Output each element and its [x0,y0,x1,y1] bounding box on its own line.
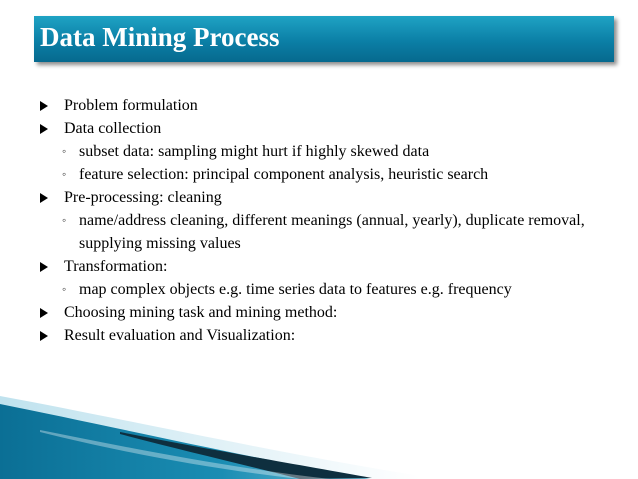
circle-bullet-icon: ◦ [62,213,67,227]
triangle-bullet-icon [40,324,50,347]
triangle-bullet-icon [40,94,50,117]
list-subitem-text: feature selection: principal component analysis, heuristic search [79,166,489,183]
list-item [40,117,600,140]
list-item-text: Result evaluation and Visualization: [64,327,296,344]
list-subitem [40,163,600,186]
bullet-list [40,94,600,347]
list-subitem-text: name/address cleaning, different meanings (annual, yearly), duplicate removal, supplying missing values [79,212,585,252]
triangle-bullet-icon [40,301,50,324]
decorative-swoosh [0,390,638,479]
circle-bullet-icon: ◦ [62,144,67,158]
triangle-bullet-icon [40,255,50,278]
list-item [40,301,600,324]
slide-title: Data Mining Process [40,22,280,52]
list-subitem-text: subset data: sampling might hurt if highly skewed data [79,143,430,160]
list-item-text: Choosing mining task and mining method: [64,304,338,321]
list-subitem [40,278,600,301]
title-bar [34,16,614,62]
list-item [40,324,600,347]
triangle-bullet-icon [40,117,50,140]
list-subitem-text: map complex objects e.g. time series data to features e.g. frequency [79,281,512,298]
list-item [40,94,600,117]
list-item [40,255,600,278]
circle-bullet-icon: ◦ [62,167,67,181]
list-subitem [40,209,600,255]
list-item-text: Data collection [64,120,162,137]
list-item-text: Pre-processing: cleaning [64,189,222,206]
list-item-text: Problem formulation [64,97,198,114]
triangle-bullet-icon [40,186,50,209]
circle-bullet-icon: ◦ [62,282,67,296]
list-item-text: Transformation: [64,258,168,275]
list-item [40,186,600,209]
list-subitem [40,140,600,163]
